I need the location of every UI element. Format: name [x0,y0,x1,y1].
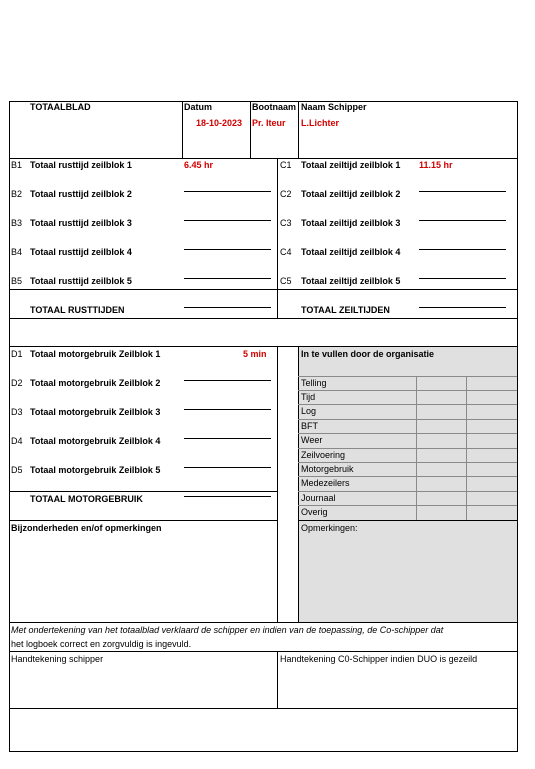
value-blank-line[interactable] [184,248,271,250]
checklist-item-zeilvoering: Zeilvoering [301,450,346,460]
row-code: B2 [11,189,23,199]
value-blank-line[interactable] [184,379,271,381]
row-value[interactable]: 5 min [243,349,267,359]
row-code: D1 [11,349,23,359]
row-label: Totaal motorgebruik Zeilblok 4 [30,436,161,446]
checklist-item-telling: Telling [301,378,327,388]
row-label: Totaal zeiltijd zeilblok 2 [301,189,401,199]
value-blank-line[interactable] [419,190,506,192]
page-title: TOTAALBLAD [30,102,91,112]
checklist-item-log: Log [301,406,317,416]
datum-value[interactable]: 18-10-2023 [196,118,243,128]
totaal-rusttijden-label: TOTAAL RUSTTIJDEN [30,305,125,315]
datum-label: Datum [184,102,213,112]
row-code: D5 [11,465,23,475]
row-code: C3 [280,218,292,228]
totaal-motorgebruik-label: TOTAAL MOTORGEBRUIK [30,494,143,504]
checklist-item-overig: Overig [301,507,328,517]
row-label: Totaal motorgebruik Zeilblok 3 [30,407,161,417]
row-label: Totaal rusttijd zeilblok 5 [30,276,132,286]
row-label: Totaal motorgebruik Zeilblok 2 [30,378,161,388]
row-code: B5 [11,276,23,286]
row-code: B1 [11,160,23,170]
schipper-label: Naam Schipper [301,102,367,112]
row-code: D4 [11,436,23,446]
checklist-item-journaal: Journaal [301,493,336,503]
totaal-zeiltijden-label: TOTAAL ZEILTIJDEN [301,305,390,315]
row-label: Totaal rusttijd zeilblok 4 [30,247,132,257]
schipper-value[interactable]: L.Lichter [301,118,340,128]
row-code: C5 [280,276,292,286]
value-blank-line[interactable] [419,248,506,250]
bijzonderheden-label: Bijzonderheden en/of opmerkingen [11,523,162,533]
totaal-zeiltijden-blank-line[interactable] [419,306,506,308]
row-label: Totaal motorgebruik Zeilblok 1 [30,349,161,359]
bootnaam-value[interactable]: Pr. Iteur [252,118,286,128]
checklist-item-tijd: Tijd [301,392,316,402]
checklist-item-weer: Weer [301,435,323,445]
signature-coschipper-label: Handtekening C0-Schipper indien DUO is gezeild [280,654,478,664]
row-code: C1 [280,160,292,170]
row-label: Totaal rusttijd zeilblok 3 [30,218,132,228]
row-label: Totaal rusttijd zeilblok 2 [30,189,132,199]
row-code: C2 [280,189,292,199]
value-blank-line[interactable] [184,408,271,410]
value-blank-line[interactable] [184,219,271,221]
row-label: Totaal motorgebruik Zeilblok 5 [30,465,161,475]
checklist-item-motorgebruik: Motorgebruik [301,464,354,474]
row-label: Totaal rusttijd zeilblok 1 [30,160,132,170]
row-code: C4 [280,247,292,257]
row-value[interactable]: 6.45 hr [184,160,214,170]
row-code: B4 [11,247,23,257]
organisatie-title: In te vullen door de organisatie [301,349,435,359]
value-blank-line[interactable] [419,277,506,279]
totaal-motorgebruik-blank-line[interactable] [184,495,271,497]
row-code: D3 [11,407,23,417]
opmerkingen-label: Opmerkingen: [301,523,358,533]
row-label: Totaal zeiltijd zeilblok 1 [301,160,401,170]
row-value[interactable]: 11.15 hr [419,160,453,170]
value-blank-line[interactable] [184,277,271,279]
value-blank-line[interactable] [184,190,271,192]
value-blank-line[interactable] [184,437,271,439]
checklist-item-medezeilers: Medezeilers [301,478,350,488]
statement-line-1: Met ondertekening van het totaalblad verklaard de schipper en indien van de toepassing, de Co-schipper dat [11,625,444,635]
row-code: D2 [11,378,23,388]
row-code: B3 [11,218,23,228]
signature-schipper-label: Handtekening schipper [11,654,104,664]
checklist-item-bft: BFT [301,421,318,431]
totaal-rusttijden-blank-line[interactable] [184,306,271,308]
row-label: Totaal zeiltijd zeilblok 3 [301,218,401,228]
row-label: Totaal zeiltijd zeilblok 4 [301,247,401,257]
bootnaam-label: Bootnaam [252,102,297,112]
value-blank-line[interactable] [419,219,506,221]
statement-line-2: het logboek correct en zorgvuldig is ingevuld. [11,639,192,649]
row-label: Totaal zeiltijd zeilblok 5 [301,276,401,286]
value-blank-line[interactable] [184,466,271,468]
